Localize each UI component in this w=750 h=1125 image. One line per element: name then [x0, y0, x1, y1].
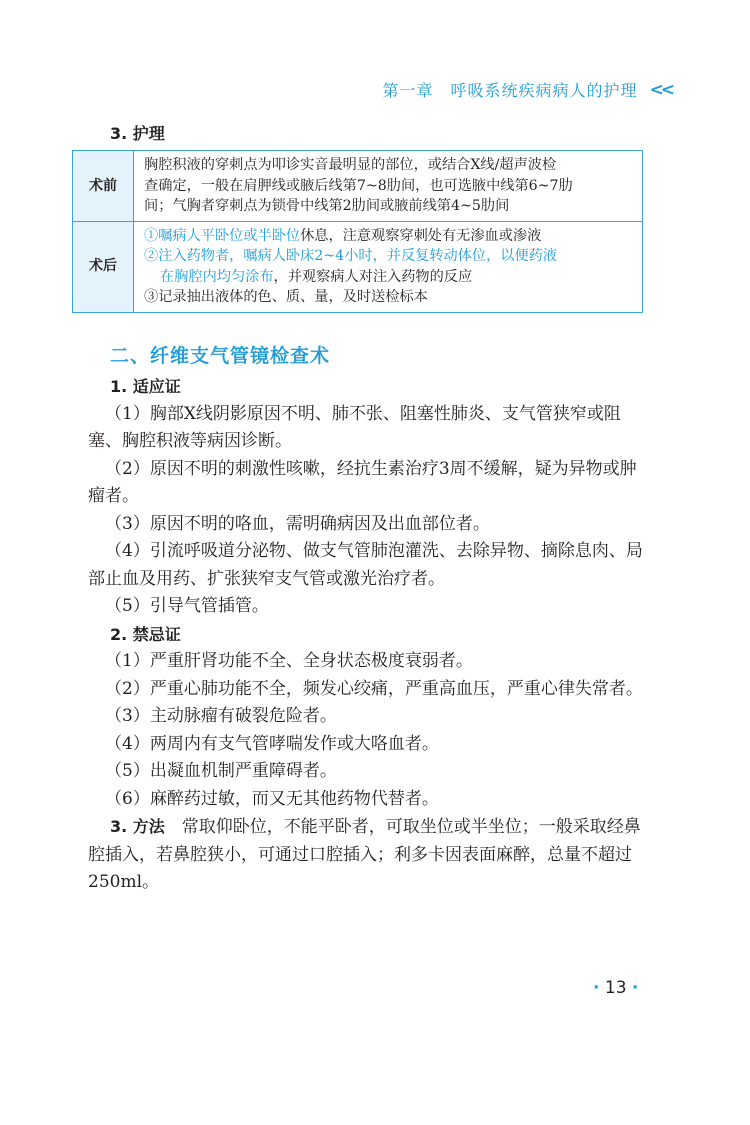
list-item: （6）麻醉药过敏，而又无其他药物代替者。 — [105, 788, 439, 809]
table-row — [73, 221, 643, 312]
table-line: ②注入药物者，嘱病人卧床2~4小时，并反复转动体位，以便药液 — [144, 248, 558, 264]
table-cell-preop — [134, 151, 643, 222]
subheading-contraindications: 2. 禁忌证 — [110, 624, 181, 644]
method-text: 常取仰卧位，不能平卧者，可取坐位或半坐位；一般采取经鼻腔插入，若鼻腔狭小，可通过口腔插入；利多卡因表面麻醉，总量不超过250ml。 — [88, 817, 641, 892]
section-title-bronchoscopy: 二、纤维支气管镜检查术 — [110, 345, 331, 367]
list-item: （4）两周内有支气管哮喘发作或大咯血者。 — [105, 733, 439, 754]
double-chevron-left-icon: << — [649, 79, 672, 100]
list-item: （1）严重肝肾功能不全、全身状态极度衰弱者。 — [105, 651, 473, 671]
list-item: （4）引流呼吸道分泌物、做支气管肺泡灌洗、去除异物、摘除息肉、局部止血及用药、扩张狭窄支气管或激光治疗者。 — [88, 541, 643, 589]
list-item: （2）严重心肺功能不全，频发心绞痛，严重高血压，严重心律失常者。 — [105, 678, 643, 699]
list-item: （2）原因不明的刺激性咳嗽，经抗生素治疗3周不缓解，疑为异物或肿瘤者。 — [88, 458, 637, 506]
table-row-head: 术后 — [73, 221, 134, 312]
method-paragraph — [88, 813, 648, 897]
table-row — [73, 151, 643, 222]
running-header — [382, 78, 672, 101]
main-content — [88, 373, 648, 897]
list-item: （5）引导气管插管。 — [105, 596, 269, 616]
section-heading-care: 3. 护理 — [110, 124, 165, 143]
table-row-head: 术前 — [73, 151, 134, 222]
bullet-dot-icon: · — [593, 978, 600, 998]
highlight-text: 在胸腔内均匀涂布 — [160, 268, 274, 285]
list-item: （5）出凝血机制严重障碍者。 — [105, 761, 337, 781]
highlight-text: ①嘱病人平卧位或半卧位 — [144, 227, 301, 244]
table-text: ，并观察病人对注入药物的反应 — [273, 268, 473, 285]
list-item: （3）主动脉瘤有破裂危险者。 — [105, 706, 337, 726]
table-line: 间；气胸者穿刺点为锁骨中线第2肋间或腋前线第4~5肋间 — [144, 198, 510, 214]
table-line: 查确定，一般在肩胛线或腋后线第7~8肋间，也可选腋中线第6~7肋 — [144, 177, 573, 194]
table-line: 胸腔积液的穿刺点为叩诊实音最明显的部位，或结合X线/超声波检 — [144, 157, 557, 173]
table-line — [144, 267, 634, 288]
chapter-title: 第一章 呼吸系统疾病病人的护理 — [382, 81, 638, 100]
list-item: （1）胸部X线阴影原因不明、肺不张、阻塞性肺炎、支气管狭窄或阻塞、胸腔积液等病因诊断。 — [88, 403, 621, 451]
bullet-dot-icon: · — [631, 978, 639, 998]
subheading-indications: 1. 适应证 — [110, 377, 181, 396]
table-text: 休息，注意观察穿刺处有无渗血或渗液 — [300, 227, 542, 244]
table-cell-postop — [134, 221, 643, 312]
table-line — [144, 226, 634, 247]
care-table — [72, 150, 643, 313]
page-number — [593, 978, 638, 998]
list-item: （3）原因不明的咯血，需明确病因及出血部位者。 — [105, 513, 490, 534]
table-line: ③记录抽出液体的色、质、量，及时送检标本 — [144, 289, 428, 305]
page-number-value: 13 — [604, 978, 627, 998]
subheading-method: 3. 方法 — [110, 817, 165, 836]
